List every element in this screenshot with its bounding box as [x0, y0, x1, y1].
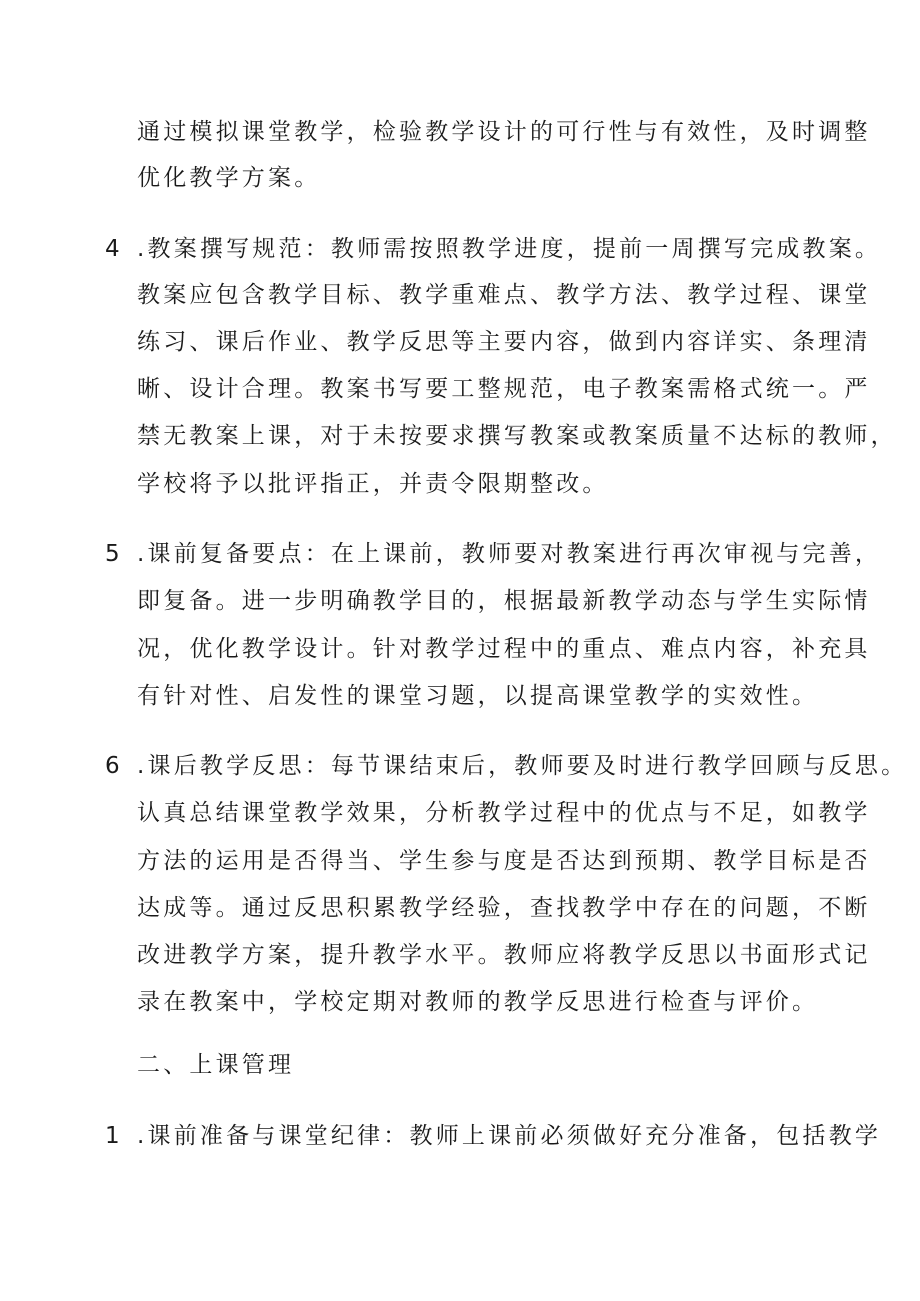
item-4-line-2: 教案应包含教学目标、教学重难点、教学方法、教学过程、课堂	[137, 282, 871, 308]
item-5-line-3: 况，优化教学设计。针对教学过程中的重点、难点内容，补充具	[137, 636, 871, 662]
item-4-number: 4	[105, 236, 120, 262]
item-1-number: 1	[105, 1123, 120, 1149]
item-6-line-6: 录在教案中，学校定期对教师的教学反思进行检查与评价。	[137, 989, 819, 1015]
item-6-line-3: 方法的运用是否得当、学生参与度是否达到预期、教学目标是否	[137, 848, 871, 874]
item-6-line-5: 改进教学方案，提升教学水平。教师应将教学反思以书面形式记	[137, 942, 871, 968]
intro-line-1: 通过模拟课堂教学，检验教学设计的可行性与有效性，及时调整	[137, 119, 871, 145]
item-6-number: 6	[105, 753, 120, 779]
item-4-line-1: .教案撰写规范：教师需按照教学进度，提前一周撰写完成教案。	[137, 236, 882, 262]
item-4-line-4: 晰、设计合理。教案书写要工整规范，电子教案需格式统一。严	[137, 376, 871, 402]
item-6-line-4: 达成等。通过反思积累教学经验，查找教学中存在的问题，不断	[137, 895, 871, 921]
item-5-line-1: .课前复备要点：在上课前，教师要对教案进行再次审视与完善，	[137, 541, 882, 567]
item-6-line-1: .课后教学反思：每节课结束后，教师要及时进行教学回顾与反思。	[137, 753, 908, 779]
item-1-line-1: .课前准备与课堂纪律：教师上课前必须做好充分准备，包括教学	[137, 1123, 882, 1149]
item-4-line-3: 练习、课后作业、教学反思等主要内容，做到内容详实、条理清	[137, 329, 871, 355]
item-5-number: 5	[105, 541, 120, 567]
item-5-line-2: 即复备。进一步明确教学目的，根据最新教学动态与学生实际情	[137, 588, 871, 614]
intro-line-2: 优化教学方案。	[137, 165, 321, 191]
item-4-line-5: 禁无教案上课，对于未按要求撰写教案或教案质量不达标的教师，	[137, 423, 897, 449]
item-5-line-4: 有针对性、启发性的课堂习题，以提高课堂教学的实效性。	[137, 683, 819, 709]
item-6-line-2: 认真总结课堂教学效果，分析教学过程中的优点与不足，如教学	[137, 800, 871, 826]
item-4-line-6: 学校将予以批评指正，并责令限期整改。	[137, 471, 609, 497]
section-heading: 二、上课管理	[137, 1052, 295, 1078]
